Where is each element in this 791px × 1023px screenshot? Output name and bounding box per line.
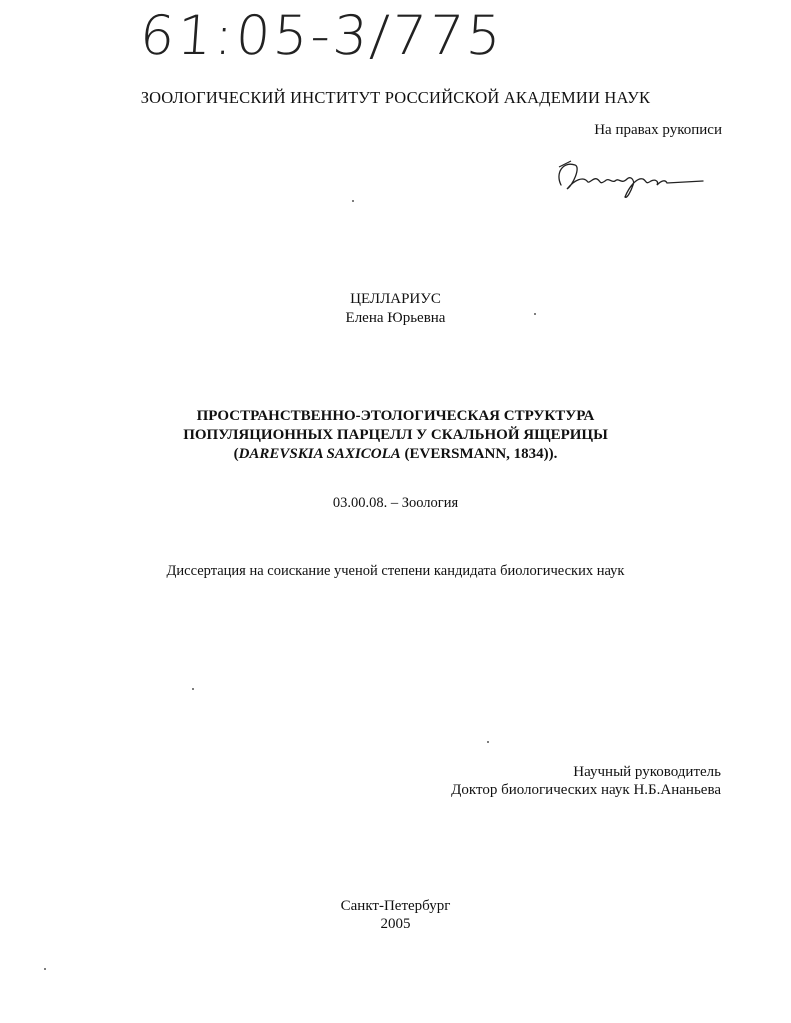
- supervisor-role: Научный руководитель: [573, 764, 721, 780]
- rights-note: На правах рукописи: [594, 122, 722, 138]
- scan-speck: [487, 741, 489, 743]
- specialty-code: 03.00.08. – Зоология: [332, 495, 459, 511]
- scan-speck: [534, 313, 536, 315]
- title-line-1: ПРОСТРАНСТВЕННО-ЭТОЛОГИЧЕСКАЯ СТРУКТУРА: [196, 408, 595, 424]
- archive-number: 61:05-3/775: [137, 4, 506, 67]
- author-surname: ЦЕЛЛАРИУС: [350, 291, 441, 307]
- year: 2005: [380, 916, 411, 932]
- place-year: [0, 897, 791, 933]
- title-line-2: ПОПУЛЯЦИОННЫХ ПАРЦЕЛЛ У СКАЛЬНОЙ ЯЩЕРИЦЫ: [183, 427, 608, 443]
- title-paren: (: [233, 446, 239, 462]
- signature: [553, 155, 713, 201]
- species-name: DAREVSKIA SAXICOLA: [238, 446, 401, 462]
- scan-speck: [352, 200, 354, 202]
- author-given-names: Елена Юрьевна: [345, 310, 446, 326]
- scan-speck: [44, 968, 46, 970]
- degree-statement: Диссертация на соискание ученой степени кандидата биологических наук: [166, 563, 625, 579]
- institute-name: ЗООЛОГИЧЕСКИЙ ИНСТИТУТ РОССИЙСКОЙ АКАДЕМИИ НАУК: [140, 88, 651, 107]
- species-author: (EVERSMANN, 1834)).: [400, 446, 558, 462]
- supervisor-block: [451, 763, 721, 799]
- dissertation-title: [0, 407, 791, 464]
- title-line-3: [0, 445, 791, 464]
- scan-speck: [192, 688, 194, 690]
- city: Санкт-Петербург: [340, 898, 451, 914]
- supervisor-person: Доктор биологических наук Н.Б.Ананьева: [451, 782, 721, 798]
